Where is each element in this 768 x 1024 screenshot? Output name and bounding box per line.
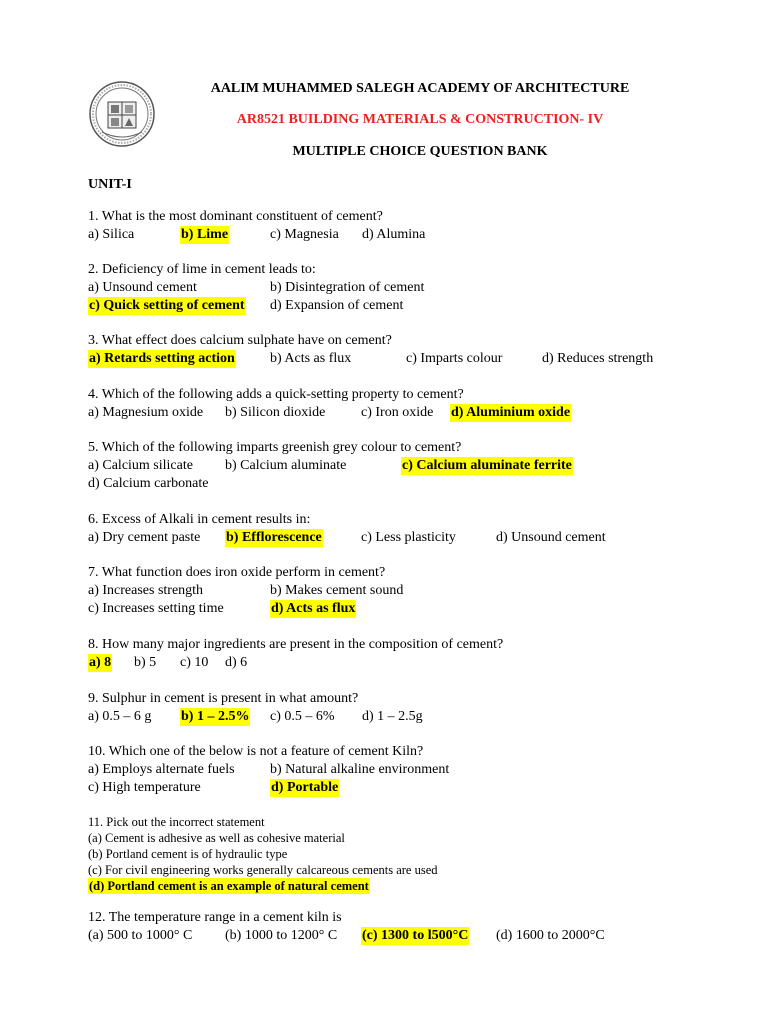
option-b: b) Makes cement sound — [270, 583, 404, 598]
question-stem: 3. What effect does calcium sulphate have on cement? — [88, 333, 392, 348]
option-c: c) 10 — [180, 655, 209, 670]
question-stem: 1. What is the most dominant constituent of cement? — [88, 209, 383, 224]
option-b: b) 5 — [134, 655, 157, 670]
unit-heading: UNIT-I — [88, 177, 132, 192]
correct-option-d: d) Portable — [271, 780, 339, 795]
question-4 — [88, 386, 571, 422]
option-a: a) Magnesium oxide — [88, 405, 204, 420]
question-8 — [88, 636, 503, 672]
question-10 — [88, 743, 450, 797]
question-stem: 12. The temperature range in a cement kiln is — [88, 910, 342, 925]
option-c: c) Magnesia — [270, 227, 339, 242]
option-a: a) Dry cement paste — [88, 530, 201, 545]
question-stem: 5. Which of the following imparts greenish grey colour to cement? — [88, 440, 462, 455]
institution-name: AALIM MUHAMMED SALEGH ACADEMY OF ARCHITECTURE — [210, 81, 630, 96]
option-b: (b) Portland cement is of hydraulic type — [88, 847, 288, 861]
question-6 — [88, 511, 606, 547]
option-c: c) High temperature — [88, 780, 201, 795]
option-a: a) 0.5 – 6 g — [88, 709, 152, 724]
question-7 — [88, 564, 404, 618]
correct-option-d: (d) Portland cement is an example of natural cement — [89, 879, 369, 893]
question-9 — [88, 690, 423, 726]
question-3 — [88, 332, 654, 368]
question-stem: 9. Sulphur in cement is present in what amount? — [88, 691, 359, 706]
option-d: d) 6 — [225, 655, 248, 670]
option-d: d) Unsound cement — [496, 530, 606, 545]
question-2 — [88, 261, 425, 315]
option-d: d) 1 – 2.5g — [362, 709, 423, 724]
course-title: AR8521 BUILDING MATERIALS & CONSTRUCTION- IV — [236, 112, 604, 127]
option-b: (b) 1000 to 1200° C — [225, 928, 338, 943]
question-5 — [88, 439, 572, 493]
option-c: c) Imparts colour — [406, 351, 503, 366]
option-c: c) 0.5 – 6% — [270, 709, 335, 724]
option-a: a) Calcium silicate — [88, 458, 193, 473]
option-a: (a) 500 to 1000° C — [88, 928, 193, 943]
option-a: (a) Cement is adhesive as well as cohesive material — [88, 831, 345, 845]
question-stem: 11. Pick out the incorrect statement — [88, 815, 265, 829]
correct-option-a: a) 8 — [89, 655, 112, 670]
option-d: d) Expansion of cement — [270, 298, 404, 313]
question-11 — [88, 814, 438, 894]
document-title: MULTIPLE CHOICE QUESTION BANK — [292, 144, 548, 159]
option-c: (c) For civil engineering works generally calcareous cements are used — [88, 863, 438, 877]
option-c: c) Increases setting time — [88, 601, 224, 616]
option-b: b) Acts as flux — [270, 351, 352, 366]
correct-option-d: d) Acts as flux — [271, 601, 356, 616]
option-a: a) Increases strength — [88, 583, 204, 598]
question-1 — [88, 208, 426, 244]
question-stem: 7. What function does iron oxide perform in cement? — [88, 565, 386, 580]
option-d: (d) 1600 to 2000°C — [496, 928, 605, 943]
option-c: c) Less plasticity — [361, 530, 456, 545]
option-a: a) Silica — [88, 227, 135, 242]
correct-option-c: c) Quick setting of cement — [89, 298, 245, 313]
option-a: a) Employs alternate fuels — [88, 762, 235, 777]
correct-option-c: c) Calcium aluminate ferrite — [402, 458, 572, 473]
correct-option-d: d) Aluminium oxide — [451, 405, 571, 420]
option-d: d) Reduces strength — [542, 351, 654, 366]
correct-option-b: b) 1 – 2.5% — [181, 709, 250, 724]
option-b: b) Natural alkaline environment — [270, 762, 450, 777]
question-stem: 6. Excess of Alkali in cement results in: — [88, 512, 311, 527]
correct-option-b: b) Lime — [181, 227, 229, 242]
question-stem: 10. Which one of the below is not a feature of cement Kiln? — [88, 744, 424, 759]
question-stem: 4. Which of the following adds a quick-setting property to cement? — [88, 387, 464, 402]
correct-option-b: b) Efflorescence — [226, 530, 322, 545]
question-stem: 8. How many major ingredients are present in the composition of cement? — [88, 637, 504, 652]
option-d: d) Alumina — [362, 227, 426, 242]
option-c: c) Iron oxide — [361, 405, 434, 420]
option-b: b) Silicon dioxide — [225, 405, 326, 420]
option-b: b) Calcium aluminate — [225, 458, 347, 473]
question-stem: 2. Deficiency of lime in cement leads to: — [88, 262, 316, 277]
question-12 — [88, 909, 605, 945]
correct-option-c: (c) 1300 to l500°C — [362, 928, 469, 943]
option-d: d) Calcium carbonate — [88, 476, 209, 491]
option-a: a) Unsound cement — [88, 280, 197, 295]
option-b: b) Disintegration of cement — [270, 280, 425, 295]
correct-option-a: a) Retards setting action — [89, 351, 235, 366]
